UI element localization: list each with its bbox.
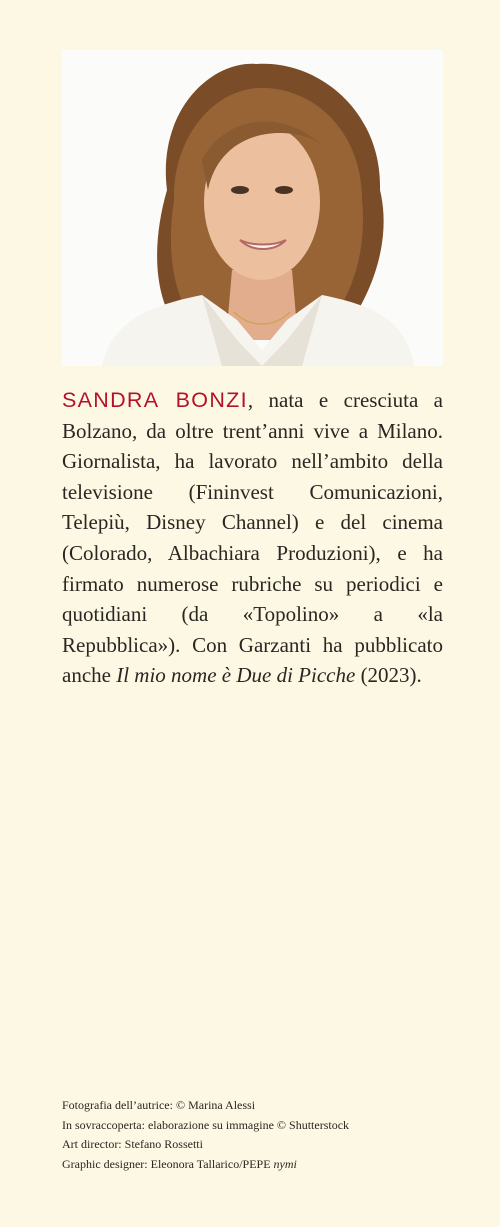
graphic-designer-studio: nymi — [273, 1156, 297, 1171]
author-photo — [62, 50, 443, 366]
graphic-designer-credit — [62, 1155, 462, 1175]
author-biography — [62, 385, 443, 691]
author-portrait-illustration — [62, 50, 443, 366]
art-director-credit: Art director: Stefano Rossetti — [62, 1137, 203, 1151]
credits-block — [62, 1096, 462, 1174]
photo-credit: Fotografia dell’autrice: © Marina Alessi — [62, 1098, 256, 1112]
author-name: SANDRA BONZI — [62, 388, 248, 412]
bio-text-end: (2023). — [355, 663, 422, 688]
book-title: Il mio nome è Due di Picche — [116, 663, 356, 688]
bio-text: , nata e cresciuta a Bolzano, da oltre trent’anni vive a Milano. Giornalista, ha lavorato nell’ambito della televisione (Fininvest Comunicazioni, Telepiù, Disney Channel) e del cinema (Colorado, Albachiara Produzioni), e ha firmato numerose rubriche su periodici e quotidiani (da «Topolino» a «la Repubblica»). Con Garzanti ha pubblicato anche — [62, 388, 443, 688]
cover-credit: In sovraccoperta: elaborazione su immagine © Shutterstock — [62, 1117, 350, 1132]
graphic-designer-name: Graphic designer: Eleonora Tallarico/PEPE — [62, 1156, 274, 1171]
